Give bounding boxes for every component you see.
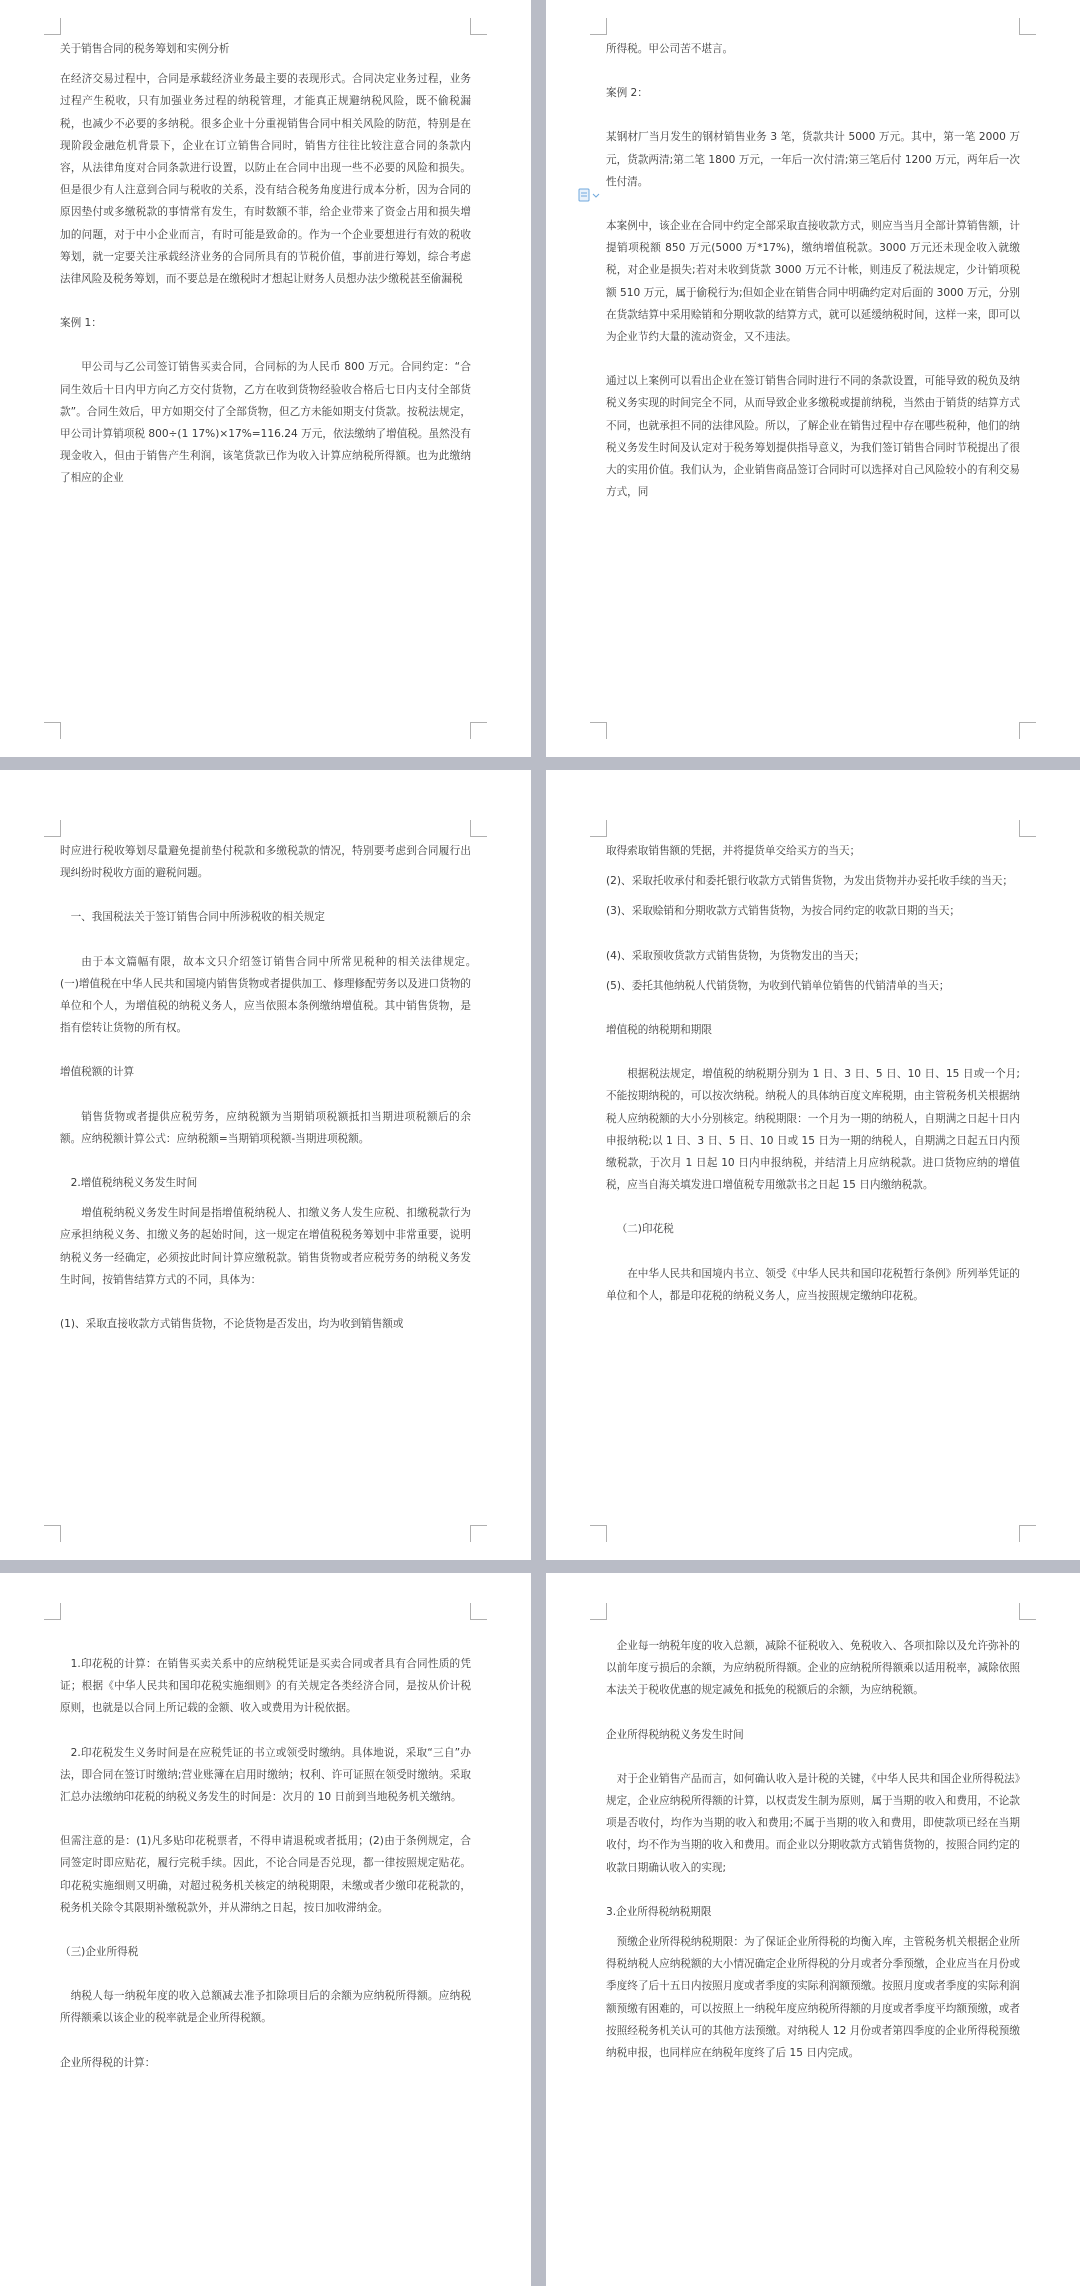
page-body bbox=[60, 1653, 471, 2096]
page-corner-mark bbox=[590, 1603, 607, 1620]
subheading: 增值税的纳税期和期限 bbox=[606, 1024, 712, 1037]
paragraph: 甲公司与乙公司签订销售买卖合同，合同标的为人民币 800 万元。合同约定：“合同生效后十日内甲方向乙方交付货物，乙方在收到货物经验收合格后七日内支付全部货款”。合同生效后，甲方如期交付了全部货物，但乙方未能如期支付货款。按税法规定，甲公司计算销项税 800÷(1 17%)×17%=116.24 万元，依法缴纳了增值税。虽然没有现金收入，但由于销售产生利润，该笔货款已作为收入计算应纳税所得额。也为此缴纳了相应的企业 bbox=[60, 361, 471, 485]
paragraph: 通过以上案例可以看出企业在签订销售合同时进行不同的条款设置，可能导致的税负及纳税义务实现的时间完全不同，从而导致企业多缴税或提前纳税，当然由于销货的结算方式不同，也就承担不同的法律风险。所以，了解企业在销售过程中存在哪些税种，他们的纳税义务发生时间及认定对于税务筹划提供指导意义，为我们签订销售合同时节税提出了很大的实用价值。我们认为，企业销售商品签订合同时可以选择对自己风险较小的有利交易方式，同 bbox=[606, 375, 1020, 499]
section-heading: （三)企业所得税 bbox=[60, 1946, 139, 1959]
paragraph: 1.印花税的计算：在销售买卖关系中的应纳税凭证是买卖合同或者具有合同性质的凭证；根据《中华人民共和国印花税实施细则》的有关规定各类经济合同，是按从价计税原则，也就是以合同上所记载的金额、收入或费用为计税依据。 bbox=[60, 1658, 471, 1715]
paragraph: 根据税法规定，增值税的纳税期分别为 1 日、3 日、5 日、10 日、15 日或一个月;不能按期纳税的，可以按次纳税。纳税人的具体纳百度文库税期，由主管税务机关根据纳税人应纳税额的大小分别核定。纳税期限：一个月为一期的纳税人，自期满之日起十日内申报纳税;以 1 日、3 日、5 日、10 日或 15 日为一期的纳税人，自期满之日起五日内预缴税款，于次月 1 日起 10 日内申报纳税，并结清上月应纳税款。进口货物应纳的增值税，应当自海关填发进口增值税专用缴款书之日起 15 日内缴纳税款。 bbox=[606, 1068, 1020, 1192]
paragraph: 时应进行税收筹划尽量避免提前垫付税款和多缴税款的情况，特别要考虑到合同履行出现纠纷时税收方面的避税问题。 bbox=[60, 845, 471, 880]
list-item: (3)、采取赊销和分期收款方式销售货物，为按合同约定的收款日期的当天； bbox=[606, 905, 961, 918]
list-item: 取得索取销售额的凭据，并将提货单交给买方的当天； bbox=[606, 845, 861, 857]
page-corner-mark bbox=[44, 18, 61, 35]
page-corner-mark bbox=[470, 1525, 487, 1542]
page-corner-mark bbox=[1019, 820, 1036, 837]
page-corner-mark bbox=[470, 722, 487, 739]
paragraph: 对于企业销售产品而言，如何确认收入是计税的关键，《中华人民共和国企业所得税法》规定，企业应纳税所得额的计算，以权责发生制为原则，属于当期的收入和费用，不论款项是否收付，均作为当期的收入和费用;不属于当期的收入和费用，即使款项已经在当期收付，均不作为当期的收入和费用。而企业以分期收款方式销售货物的，按照合同约定的收款日期确认收入的实现; bbox=[606, 1772, 1020, 1874]
document-page-1 bbox=[0, 0, 531, 757]
document-page-2 bbox=[546, 0, 1080, 757]
case-heading: 案例 2： bbox=[606, 87, 648, 100]
section-heading: 一、我国税法关于签订销售合同中所涉税收的相关规定 bbox=[70, 911, 325, 924]
page-corner-mark bbox=[590, 820, 607, 837]
page-corner-mark bbox=[1019, 1603, 1036, 1620]
document-page-3 bbox=[0, 770, 531, 1560]
section-heading: （二)印花税 bbox=[616, 1223, 674, 1236]
paragraph: 预缴企业所得税纳税期限：为了保证企业所得税的均衡入库，主管税务机关根据企业所得税纳税人应纳税额的大小情况确定企业所得税的分月或者分季预缴，企业应当在月份或季度终了后十五日内按照月度或者季度的实际利润额预缴。按照月度或者季度的实际利润额预缴有困难的，可以按照上一纳税年度应纳税所得额的月度或者季度平均额预缴，或者按照经税务机关认可的其他方法预缴。对纳税人 12 月份或者第四季度的企业所得税预缴纳税申报，也同样应在纳税年度终了后 15 日内完成。 bbox=[606, 1936, 1020, 2060]
page-corner-mark bbox=[1019, 1525, 1036, 1542]
comment-icon[interactable] bbox=[578, 187, 600, 201]
page-body bbox=[606, 840, 1020, 1329]
list-item: (5)、委托其他纳税人代销货物，为收到代销单位销售的代销清单的当天； bbox=[606, 979, 950, 992]
page-corner-mark bbox=[470, 1603, 487, 1620]
paragraph: 销售货物或者提供应税劳务，应纳税额为当期销项税额抵扣当期进项税额后的余额。应纳税额计算公式：应纳税额=当期销项税额-当期进项税额。 bbox=[60, 1110, 471, 1145]
subheading: 2.增值税纳税义务发生时间 bbox=[70, 1177, 198, 1190]
paragraph: 本案例中，该企业在合同中约定全部采取直接收款方式，则应当当月全部计算销售额，计提销项税额 850 万元(5000 万*17%)，缴纳增值税款。3000 万元还未现金收入就缴税，对企业是损失;若对未收到货款 3000 万元不计帐，则违反了税法规定，少计销项税额 510 万元，属于偷税行为;但如企业在销售合同中明确约定对后面的 3000 万元，分别在货款结算中采用赊销和分期收款的结算方式，就可以延缓纳税时间，这样一来，即可以为企业节约大量的流动资金，又不违法。 bbox=[606, 220, 1020, 344]
document-title: 关于销售合同的税务筹划和实例分析 bbox=[60, 43, 230, 55]
page-corner-mark bbox=[590, 1525, 607, 1542]
paragraph: 2.印花税发生义务时间是在应税凭证的书立或领受时缴纳。具体地说，采取“三自”办法，即合同在签订时缴纳;营业账簿在启用时缴纳；权利、许可证照在领受时缴纳。采取汇总办法缴纳印花税的纳税义务发生的时间是：次月的 10 日前到当地税务机关缴纳。 bbox=[60, 1746, 471, 1804]
page-corner-mark bbox=[590, 18, 607, 35]
document-page-5 bbox=[0, 1573, 531, 2286]
list-item: (4)、采取预收货款方式销售货物，为货物发出的当天； bbox=[606, 949, 865, 962]
page-body bbox=[60, 840, 493, 1357]
page-corner-mark bbox=[44, 722, 61, 739]
page-corner-mark bbox=[44, 820, 61, 837]
page-corner-mark bbox=[44, 1525, 61, 1542]
paragraph: 由于本文篇幅有限，故本文只介绍签订销售合同中所常见税种的相关法律规定。 (一)增值税在中华人民共和国境内销售货物或者提供加工、修理修配劳务以及进口货物的单位和个人，为增值税的纳税义务人，应当依照本条例缴纳增值税。其中销售货物，是指有偿转让货物的所有权。 bbox=[60, 955, 493, 1035]
subheading: 增值税额的计算 bbox=[60, 1066, 135, 1079]
paragraph: 但需注意的是：(1)凡多贴印花税票者，不得申请退税或者抵用；(2)由于条例规定，合同签定时即应贴花，履行完税手续。因此，不论合同是否兑现，都一律按照规定贴花。印花税实施细则又明确，对超过税务机关核定的纳税期限，未缴或者少缴印花税款的，税务机关除令其限期补缴税款外，并从滞纳之日起，按日加收滞纳金。 bbox=[60, 1835, 471, 1914]
case-heading: 案例 1： bbox=[60, 317, 102, 330]
subheading: 企业所得税的计算： bbox=[60, 2056, 156, 2069]
paragraph: 所得税。甲公司苦不堪言。 bbox=[606, 43, 734, 55]
paragraph: 在中华人民共和国境内书立、领受《中华人民共和国印花税暂行条例》所列举凭证的单位和个人，都是印花税的纳税义务人，应当按照规定缴纳印花税。 bbox=[606, 1267, 1020, 1302]
page-body bbox=[606, 1635, 1020, 2086]
subheading: 企业所得税纳税义务发生时间 bbox=[606, 1728, 744, 1741]
page-corner-mark bbox=[470, 18, 487, 35]
page-corner-mark bbox=[44, 1603, 61, 1620]
page-body bbox=[606, 38, 1020, 525]
paragraph: 纳税人每一纳税年度的收入总额减去准予扣除项目后的余额为应纳税所得额。应纳税所得额乘以该企业的税率就是企业所得税额。 bbox=[60, 1990, 471, 2025]
page-corner-mark bbox=[1019, 18, 1036, 35]
page-corner-mark bbox=[590, 722, 607, 739]
paragraph: 增值税纳税义务发生时间是指增值税纳税人、扣缴义务人发生应税、扣缴税款行为应承担纳税义务、扣缴义务的起始时间，这一规定在增值税税务筹划中非常重要，说明纳税义务一经确定，必须按此时间计算应缴税款。销售货物或者应税劳务的纳税义务发生时间，按销售结算方式的不同，具体为： bbox=[60, 1207, 471, 1286]
list-item: (2)、采取托收承付和委托银行收款方式销售货物，为发出货物并办妥托收手续的当天； bbox=[606, 875, 1013, 888]
paragraph: 某钢材厂当月发生的钢材销售业务 3 笔，货款共计 5000 万元。其中，第一笔 2000 万元，货款两清;第二笔 1800 万元，一年后一次付清;第三笔后付 1200 万元，两年后一次性付清。 bbox=[606, 131, 1020, 188]
subheading: 3.企业所得税纳税期限 bbox=[606, 1905, 712, 1918]
page-corner-mark bbox=[470, 820, 487, 837]
page-corner-mark bbox=[1019, 722, 1036, 739]
paragraph: 企业每一纳税年度的收入总额，减除不征税收入、免税收入、各项扣除以及允许弥补的以前年度亏损后的余额，为应纳税所得额。企业的应纳税所得额乘以适用税率，减除依照本法关于税收优惠的规定减免和抵免的税额后的余额，为应纳税额。 bbox=[606, 1640, 1020, 1697]
page-body bbox=[60, 38, 471, 512]
document-page-6 bbox=[546, 1573, 1080, 2286]
paragraph: 在经济交易过程中，合同是承载经济业务最主要的表现形式。合同决定业务过程，业务过程产生税收，只有加强业务过程的纳税管理，才能真正规避纳税风险，既不偷税漏税，也减少不必要的多纳税。很多企业十分重视销售合同中相关风险的防范，特别是在现阶段金融危机背景下，企业在订立销售合同时，销售方往往比较注意合同的条款内容，从法律角度对合同条款进行设置，以防止在合同中出现一些不必要的风险和损失。但是很少有人注意到合同与税收的关系，没有结合税务角度进行成本分析，因为合同的原因垫付或多缴税款的事情常有发生，有时数额不菲，给企业带来了资金占用和损失增加的问题，对于中小企业而言，有时可能是致命的。作为一个企业要想进行有效的税收筹划，就一定要关注承载经济业务的合同所具有的节税价值，事前进行筹划，综合考虑法律风险及税务筹划，而不要总是在缴税时才想起让财务人员想办法少缴税甚至偷漏税 bbox=[60, 73, 471, 286]
list-item: (1)、采取直接收款方式销售货物，不论货物是否发出，均为收到销售额或 bbox=[60, 1318, 404, 1331]
document-page-4 bbox=[546, 770, 1080, 1560]
